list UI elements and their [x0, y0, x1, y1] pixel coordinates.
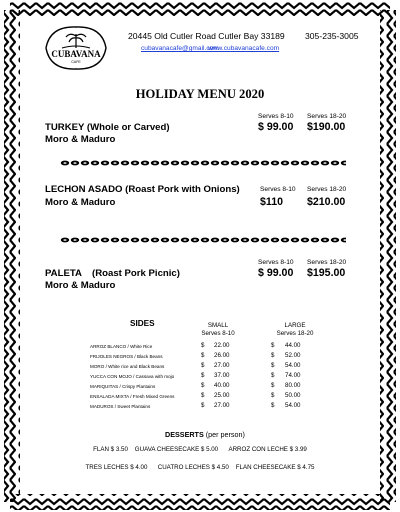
small-serves-label: Serves 8-10	[258, 259, 294, 266]
dessert-line-1	[0, 446, 400, 453]
currency-symbol: $	[271, 392, 275, 399]
large-price: 54.00	[285, 402, 301, 409]
small-price: $110	[260, 196, 283, 208]
address: 20445 Old Cutler Road Cutler Bay 33189	[128, 31, 285, 41]
dish-name: TURKEY (Whole or Carved)	[45, 122, 170, 133]
small-price: 27.00	[214, 402, 230, 409]
side-name: YUCCA CON MOJO / Cassava with mojo	[90, 374, 175, 379]
large-price: $210.00	[307, 196, 346, 208]
dish-side: Moro & Maduro	[45, 197, 116, 208]
side-name: FRIJOLES NEGROS / Black Beans	[90, 354, 163, 359]
small-price: 22.00	[214, 342, 230, 349]
ornamental-divider	[60, 159, 346, 167]
dish-name-detail: (Roast Pork Picnic)	[92, 268, 180, 279]
currency-symbol: $	[271, 352, 275, 359]
side-name: ENSALADA MIXTA / Fresh Mixed Greens	[90, 394, 175, 399]
desserts-title: DESSERTS	[165, 430, 204, 439]
dish-name: LECHON ASADO (Roast Pork with Onions)	[45, 184, 240, 195]
ornamental-divider	[60, 236, 346, 244]
currency-symbol: $	[201, 402, 205, 409]
dessert-item: FLAN $ 3.50	[93, 446, 128, 453]
small-column-subheader: Serves 8-10	[201, 330, 235, 337]
dish-side: Moro & Maduro	[45, 134, 116, 145]
small-price: 37.00	[214, 372, 230, 379]
desserts-note: (per person)	[205, 430, 245, 439]
currency-symbol: $	[271, 362, 275, 369]
dessert-item: FLAN CHEESECAKE $ 4.75	[235, 464, 315, 471]
large-price: $190.00	[307, 121, 346, 133]
large-serves-label: Serves 18-20	[307, 259, 347, 266]
currency-symbol: $	[271, 382, 275, 389]
logo-subtext: CAFE	[71, 60, 81, 64]
small-price: 40.00	[214, 382, 230, 389]
dessert-item: ARROZ CON LECHE $ 3.99	[228, 446, 307, 453]
dessert-item: TRES LECHES $ 4.00	[85, 464, 148, 471]
email-link[interactable]: cubavanacafe@gmail.com	[141, 45, 219, 52]
large-column-header: LARGE	[284, 322, 306, 329]
sides-heading: SIDES	[130, 319, 155, 328]
currency-symbol: $	[271, 342, 275, 349]
large-price: $195.00	[307, 267, 346, 279]
side-name: MARIQUITAS / Crispy Plantains	[90, 384, 156, 389]
logo-text: CUBAVANA	[51, 49, 101, 59]
dessert-item: CUATRO LECHES $ 4.50	[157, 464, 229, 471]
side-name: ARROZ BLANCO / White Rice	[90, 344, 153, 349]
small-price: $ 99.00	[258, 267, 294, 279]
large-price: 44.00	[285, 342, 301, 349]
cubavana-logo	[40, 24, 112, 72]
currency-symbol: $	[201, 382, 205, 389]
page-title: HOLIDAY MENU 2020	[135, 87, 265, 101]
side-name: MORO / White rice and Black Beans	[90, 364, 165, 369]
currency-symbol: $	[201, 342, 205, 349]
small-serves-label: Serves 8-10	[258, 113, 294, 120]
large-serves-label: Serves 18-20	[307, 186, 347, 193]
currency-symbol: $	[201, 352, 205, 359]
currency-symbol: $	[201, 392, 205, 399]
large-column-subheader: Serves 18-20	[276, 330, 314, 337]
large-price: 80.00	[285, 382, 301, 389]
small-price: 25.00	[214, 392, 230, 399]
large-price: 52.00	[285, 352, 301, 359]
currency-symbol: $	[201, 372, 205, 379]
desserts-heading	[165, 430, 245, 439]
side-name: MADUROS / Sweet Plantains	[90, 404, 151, 409]
small-column-header: SMALL	[207, 322, 229, 329]
small-price: 26.00	[214, 352, 230, 359]
large-serves-label: Serves 18-20	[307, 113, 347, 120]
currency-symbol: $	[271, 402, 275, 409]
large-price: 54.00	[285, 362, 301, 369]
website-link[interactable]: www.cubavanacafe.com	[208, 45, 280, 52]
dessert-item: GUAVA CHEESECAKE $ 5.00	[134, 446, 219, 453]
small-serves-label: Serves 8-10	[260, 186, 296, 193]
dish-name: PALETA	[45, 268, 82, 279]
currency-symbol: $	[201, 362, 205, 369]
currency-symbol: $	[271, 372, 275, 379]
dish-side: Moro & Maduro	[45, 280, 116, 291]
large-price: 74.00	[285, 372, 301, 379]
phone-number: 305-235-3005	[305, 31, 359, 41]
large-price: 50.00	[285, 392, 301, 399]
small-price: $ 99.00	[258, 121, 294, 133]
small-price: 27.00	[214, 362, 230, 369]
dessert-line-2	[0, 464, 400, 471]
